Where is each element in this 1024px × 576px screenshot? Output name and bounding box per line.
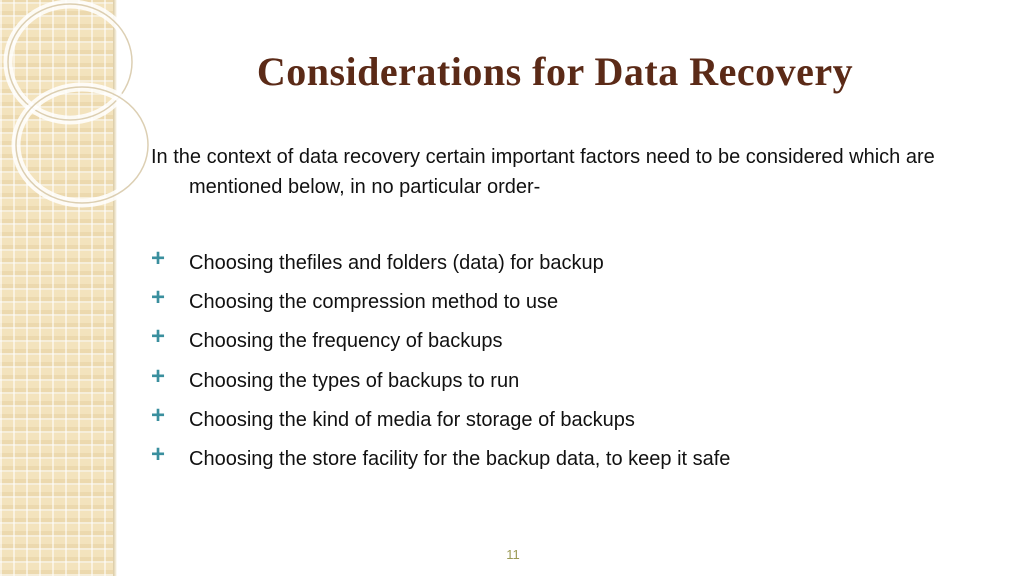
bullet-item [151,284,951,328]
plus-icon: + [151,284,166,312]
page-number: 11 [506,547,520,562]
plus-icon: + [151,245,166,272]
plus-icon: + [151,362,166,390]
bullet-item [151,362,951,407]
bullet-item [151,323,951,367]
plus-icon: + [151,401,166,429]
bullet-text: Choosing the types of backups to run [189,369,520,392]
bullet-item [151,401,951,446]
bullet-text: Choosing the compression method to use [189,291,559,314]
slide-title: Considerations for Data Recovery [256,49,854,94]
decorative-rings [0,0,180,260]
bullet-text: Choosing the kind of media for storage of backups [189,408,635,431]
bullet-text: Choosing the frequency of backups [189,330,503,353]
bullet-list [151,245,951,485]
bullet-item [151,440,951,485]
plus-icon: + [151,440,166,468]
bullet-text: Choosing thefiles and folders (data) for backup [189,252,604,274]
plus-icon: + [151,323,166,351]
intro-paragraph: In the context of data recovery certain important factors need to be considered which are mentioned below, in no particular order- [151,146,935,198]
bullet-text: Choosing the store facility for the backup data, to keep it safe [189,447,731,470]
bullet-item [151,245,951,289]
